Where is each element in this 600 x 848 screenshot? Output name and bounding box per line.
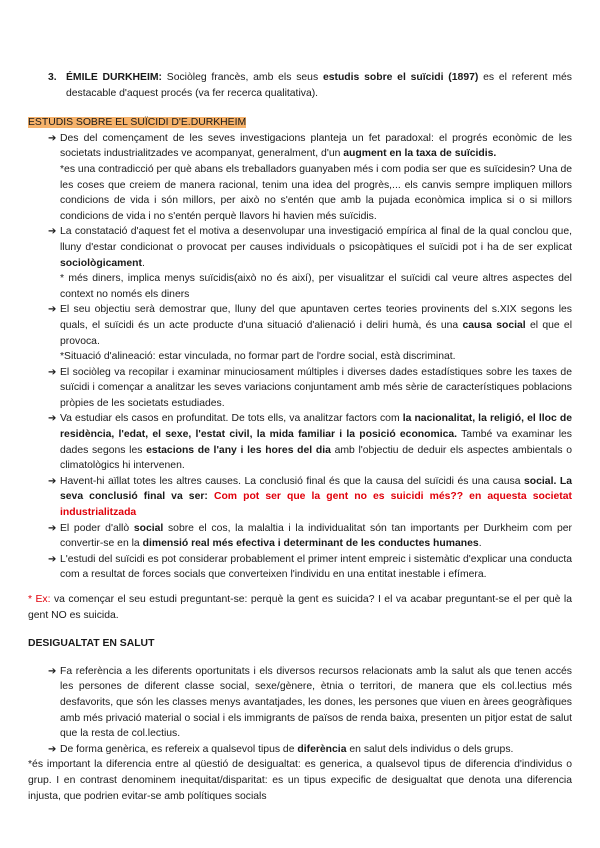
- arrow-bullet-icon: ➔: [48, 743, 57, 755]
- list-item: [48, 664, 572, 742]
- list-item: [48, 552, 572, 583]
- intro-text: Sociòleg francès, amb els seus: [161, 72, 323, 83]
- example-text: va començar el seu estudi preguntant-se: perquè la gent es suicida? I el va acabar preguntant-se el per què la gent NO es suicida.: [28, 594, 572, 621]
- intro-text-2: es el referent més destacable d'aquest procés (va fer recerca qualitativa).: [66, 72, 572, 99]
- inequality-list: [48, 664, 572, 758]
- document-page: [28, 70, 572, 804]
- list-item-text: El sociòleg va recopilar i examinar minuciosament múltiples i diverses dades estadístiques sobre les taxes de suïcidi i començar a analitzar les seves variacions conjuntament amb més sèrie de característiques poblacions pròpies de les societats estudiades.: [60, 366, 572, 409]
- list-item-note: *es una contradicció per què abans els treballadors guanyaben més i com podia ser que es suïcidesin? Una de les coses que creiem de manera racional, tenim una idea del progrès,... els canvis sempre impliquen millors condicions de vida i són millors, per això no s'entén que amb la pujada econòmica implica si o si millors condicions de vida i no s'entén perquè llavors hi havien més suïcidis.: [60, 163, 572, 222]
- section-heading-suicide: ESTUDIS SOBRE EL SUÏCIDI D'E.DURKHEIM: [28, 117, 247, 129]
- list-item-note: *Situació d'alineació: estar vinculada, no formar part de l'ordre social, està discriminat.: [60, 351, 456, 363]
- list-item: [48, 521, 572, 552]
- inequality-footnote: *és important la diferencia entre al qüestió de desigualtat: es generica, a qualsevol tipus de diferencia d'individus o grup. I en contrast denominem inequitat/disparitat: es un tipus expecific de desigualtat que denota una diferencia injusta, que podrien evitar-se amb polítiques socials: [28, 759, 572, 802]
- list-item: [48, 411, 572, 473]
- list-item: [48, 474, 572, 521]
- list-item-text: Havent-hi aïllat totes les altres causes. La conclusió final és que la causa del suïcidi és una causa social. La seva conclusió final va ser: Com pot ser que la gent no es suicidi més?? en aquesta societat industrialitzada: [60, 475, 572, 519]
- arrow-bullet-icon: ➔: [48, 522, 57, 534]
- arrow-bullet-icon: ➔: [48, 226, 57, 238]
- list-item-text: Fa referència a les diferents oportunitats i els diversos recursos relacionats amb la salut als que tenen accés les persones de diferent classe social, sexe/gènere, ètnia o territori, de manera que els col.lectius més desfavorits, que són les classes menys avantatjades, les dones, les persones que viuen en àrees geogràfiques amb més privació material o social i els immigrants de països de renda baixa, presenten un pitjor estat de salut que la resta de col.lectius.: [60, 665, 572, 740]
- list-item-text: L'estudi del suïcidi es pot considerar probablement el primer intent empreic i sistemàtic d'explicar una conducta com a resultat de forces socials que converteixen l'individu en una entitat inestable i efímera.: [60, 553, 572, 581]
- list-item: [48, 365, 572, 412]
- list-item: [48, 131, 572, 225]
- arrow-bullet-icon: ➔: [48, 553, 57, 565]
- list-item-text: De forma genèrica, es refereix a qualsevol tipus de diferència en salut dels individus o dels grups.: [60, 743, 514, 755]
- list-item-text: El poder d'allò social sobre el cos, la malaltia i la individualitat són tan importants per Durkheim com per convertir-se en la dimensió real més efectiva i determinant de les conductes humanes.: [60, 522, 572, 550]
- arrow-bullet-icon: ➔: [48, 475, 57, 487]
- section-heading-inequality: DESIGUALTAT EN SALUT: [28, 638, 155, 650]
- list-item: [48, 302, 572, 364]
- list-item: [48, 224, 572, 302]
- list-item-text: Des del començament de les seves investigacions planteja un fet paradoxal: el progrés econòmic de les societats industrialitzades ve acompanyat, generalment, d'un augment en la taxa de suïcidis.: [60, 132, 572, 160]
- arrow-bullet-icon: ➔: [48, 132, 57, 144]
- list-number: 3.: [48, 72, 57, 83]
- list-item-text: Va estudiar els casos en profunditat. De tots ells, va analitzar factors com la nacionalitat, la religió, el lloc de residència, l'edat, el sexe, l'estat civil, la mida familiar i la posició economica. També va examinar les dades segons les estacions de l'any i les hores del dia amb l'objectiu de deduir els aspectes ambientals o climatològics hi intervenen.: [60, 413, 572, 472]
- arrow-bullet-icon: ➔: [48, 304, 57, 316]
- example-prefix: * Ex:: [28, 594, 51, 605]
- arrow-bullet-icon: ➔: [48, 413, 57, 425]
- arrow-bullet-icon: ➔: [48, 665, 57, 677]
- list-item-text: El seu objectiu serà demostrar que, lluny del que apuntaven certes teories provinents del s.XIX segons les quals, el suïcidi és un acte producte d'una situació d'alienació i deliri humà, és una causa social el que el provoca.: [60, 304, 573, 347]
- suicide-study-list: [48, 131, 572, 583]
- intro-paragraph: [28, 70, 572, 101]
- author-name: ÉMILE DURKHEIM:: [66, 72, 162, 83]
- intro-bold: estudis sobre el suïcidi (1897): [322, 72, 479, 83]
- list-item: [48, 742, 572, 758]
- list-item-text: La constatació d'aquest fet el motiva a desenvolupar una investigació empírica al final de la qual conclou que, lluny d'estar condicionat o provocat per causes individuals o psicopàtiques el suïcidi pot i ha de ser explicat sociològicament.: [60, 226, 572, 269]
- arrow-bullet-icon: ➔: [48, 366, 57, 378]
- list-item-note: * més diners, implica menys suïcidis(això no és així), per visualitzar el suïcidi cal veure altres aspectes del context no només els diners: [60, 273, 572, 300]
- example-paragraph: [28, 592, 572, 623]
